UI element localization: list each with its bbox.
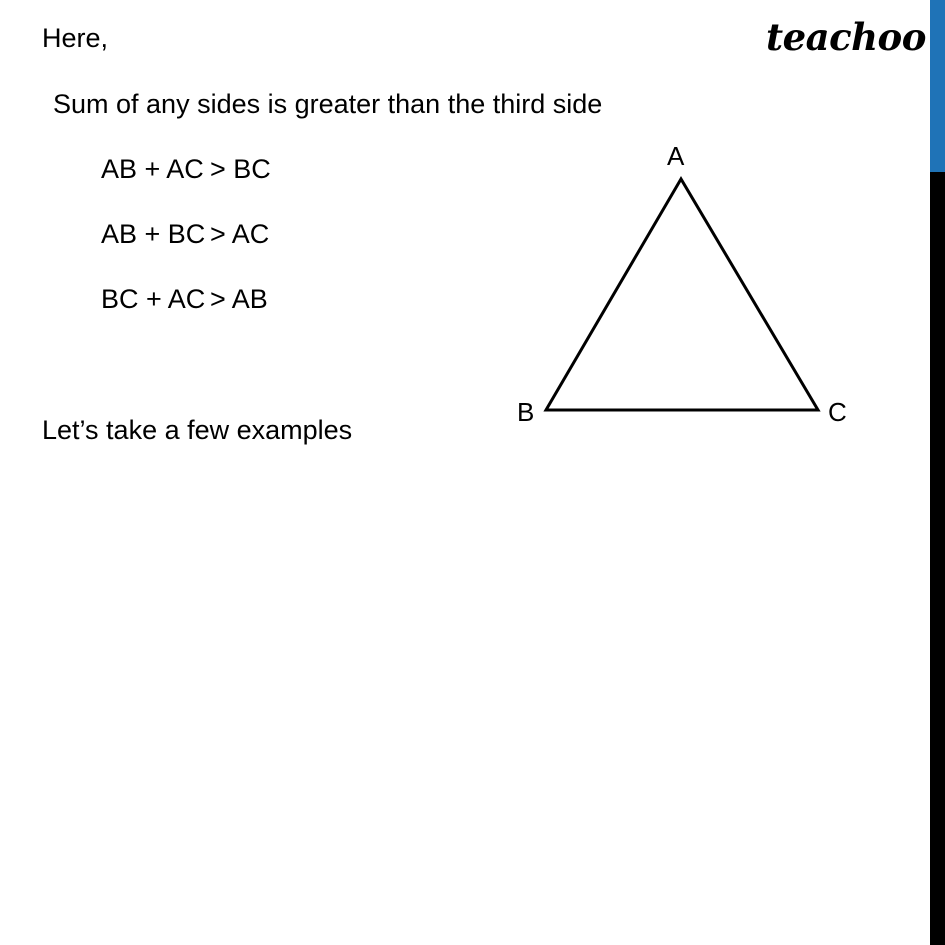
intro-text: Here, xyxy=(42,23,109,53)
side-rail-accent xyxy=(930,0,945,172)
inequality-3-lhs: BC + AC xyxy=(101,284,206,314)
inequality-1-rhs: > BC xyxy=(210,154,271,184)
vertex-b-label: B xyxy=(517,397,535,427)
teachoo-logo: teachoo xyxy=(766,15,926,59)
examples-intro: Let’s take a few examples xyxy=(42,415,353,445)
triangle-outline xyxy=(546,179,818,410)
inequality-3-rhs: > AB xyxy=(210,284,268,314)
inequality-2-lhs: AB + BC xyxy=(101,219,206,249)
side-rail xyxy=(930,0,945,945)
inequality-1-lhs: AB + AC xyxy=(101,154,204,184)
triangle-inequality-rule: Sum of any sides is greater than the third side xyxy=(53,89,603,119)
triangle-abc-diagram xyxy=(500,135,870,440)
vertex-a-label: A xyxy=(667,141,685,171)
vertex-c-label: C xyxy=(828,397,847,427)
inequality-2-rhs: > AC xyxy=(210,219,270,249)
